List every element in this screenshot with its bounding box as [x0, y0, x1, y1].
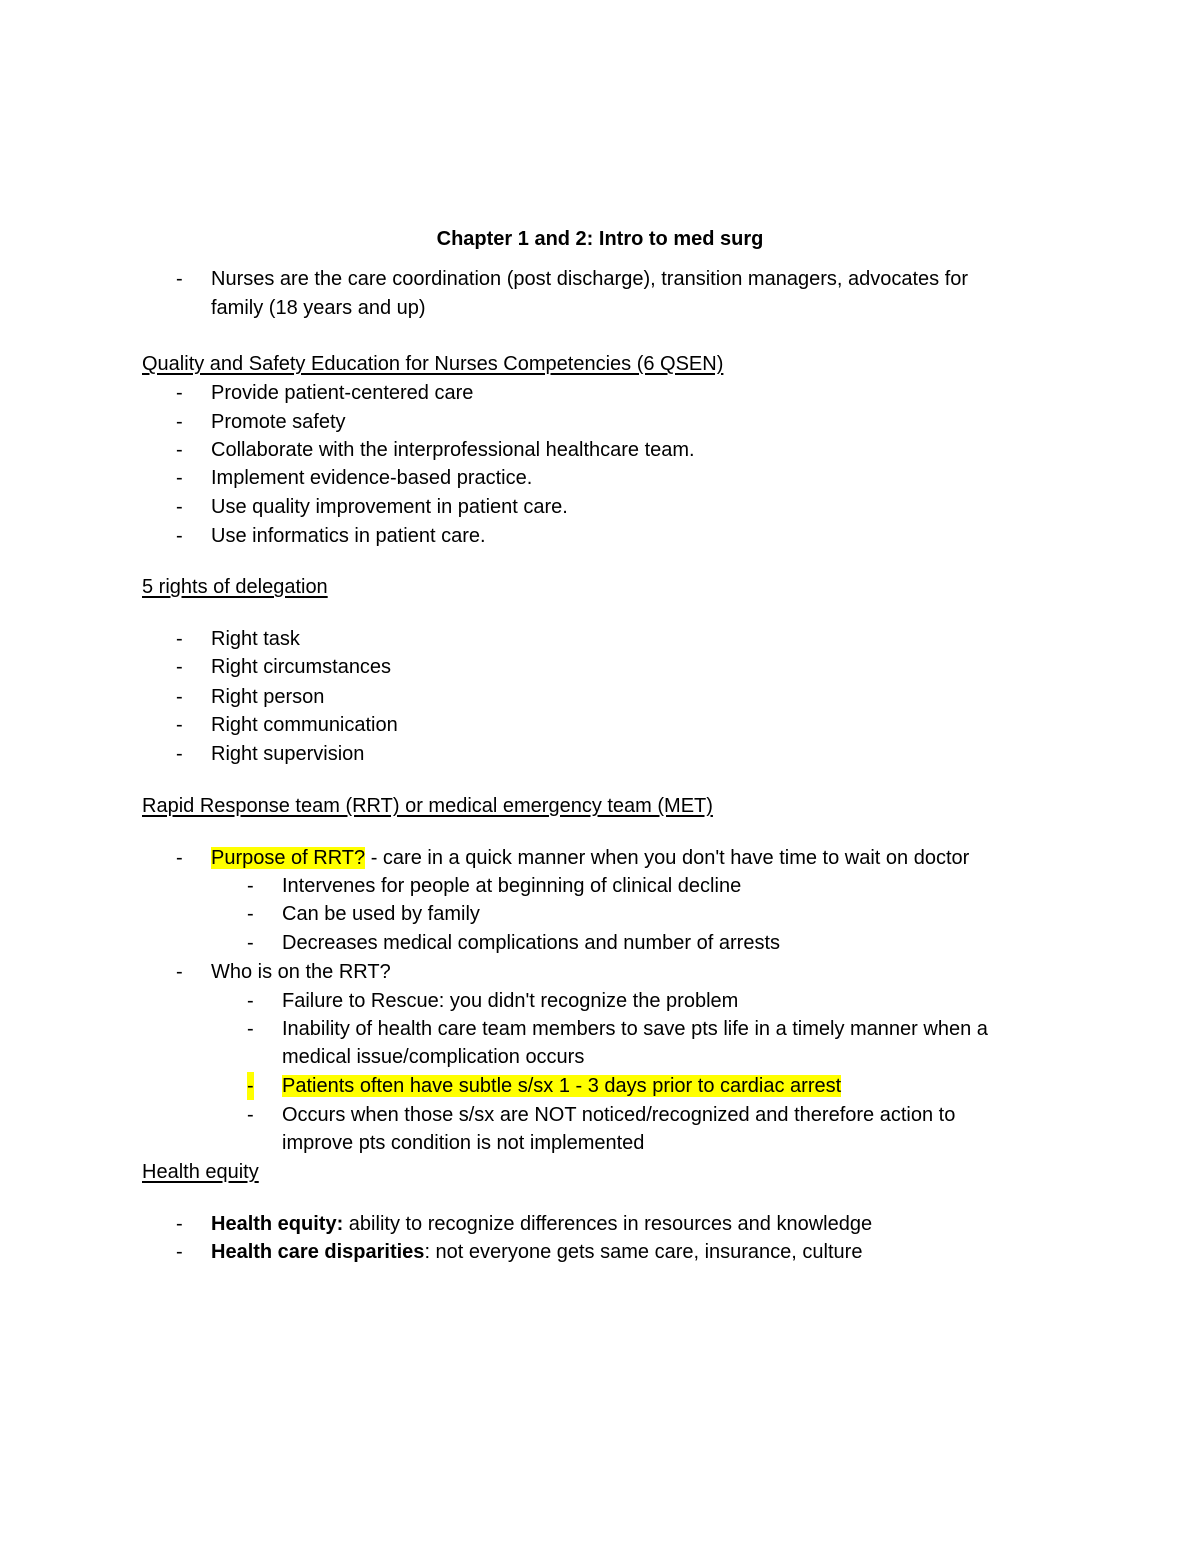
qsen-item: Implement evidence-based practice.	[211, 467, 533, 489]
qsen-item: Promote safety	[211, 411, 346, 433]
rrt-who-sub-item-cont: improve pts condition is not implemented	[282, 1132, 645, 1154]
rrt-purpose-sub-item: Can be used by family	[282, 903, 480, 925]
delegation-item: Right communication	[211, 714, 398, 736]
rrt-purpose-label: Purpose of RRT?	[211, 847, 366, 869]
rrt-who-sub-item: Occurs when those s/sx are NOT noticed/recognized and therefore action to	[282, 1104, 956, 1126]
rrt-who-sub-item-cont: medical issue/complication occurs	[282, 1046, 585, 1068]
equity-desc: : not everyone gets same care, insurance, culture	[424, 1241, 863, 1263]
equity-term: Health equity:	[211, 1213, 344, 1235]
dash-bullet: -	[176, 656, 183, 678]
dash-bullet: -	[176, 525, 183, 547]
rrt-who-sub-item: Inability of health care team members to save pts life in a timely manner when a	[282, 1018, 988, 1040]
dash-bullet: -	[176, 743, 183, 765]
dash-bullet: -	[176, 411, 183, 433]
rrt-purpose-sub-item: Intervenes for people at beginning of clinical decline	[282, 875, 742, 897]
dash-bullet: -	[247, 1104, 254, 1126]
qsen-item: Collaborate with the interprofessional healthcare team.	[211, 439, 695, 461]
qsen-item: Provide patient-centered care	[211, 382, 474, 404]
qsen-item: Use informatics in patient care.	[211, 525, 486, 547]
dash-bullet: -	[247, 990, 254, 1012]
dash-bullet: -	[247, 875, 254, 897]
equity-heading: Health equity	[142, 1161, 259, 1183]
intro-line-1: Nurses are the care coordination (post discharge), transition managers, advocates for	[211, 268, 969, 290]
highlighted-text: Patients often have subtle s/sx 1 - 3 days prior to cardiac arrest	[282, 1075, 842, 1097]
delegation-heading: 5 rights of delegation	[142, 576, 328, 598]
dash-bullet: -	[176, 961, 183, 983]
dash-bullet: -	[176, 1241, 183, 1263]
delegation-item: Right task	[211, 628, 300, 650]
dash-bullet: -	[247, 932, 254, 954]
dash-bullet: -	[176, 268, 183, 290]
dash-bullet: -	[176, 439, 183, 461]
rrt-purpose	[211, 844, 969, 872]
equity-term: Health care disparities	[211, 1241, 425, 1263]
dash-bullet: -	[176, 1213, 183, 1235]
delegation-item: Right person	[211, 686, 325, 708]
rrt-who-sub-item-highlighted	[282, 1072, 841, 1100]
rrt-purpose-sub-item: Decreases medical complications and number of arrests	[282, 932, 780, 954]
equity-item	[211, 1238, 862, 1266]
qsen-item: Use quality improvement in patient care.	[211, 496, 568, 518]
rrt-who-sub-item: Failure to Rescue: you didn't recognize the problem	[282, 990, 739, 1012]
rrt-heading: Rapid Response team (RRT) or medical emergency team (MET)	[142, 795, 713, 817]
dash-bullet: -	[176, 847, 183, 869]
document-title: Chapter 1 and 2: Intro to med surg	[436, 228, 764, 250]
dash-bullet: -	[176, 714, 183, 736]
equity-desc: ability to recognize differences in resources and knowledge	[343, 1213, 873, 1235]
intro-line-2: family (18 years and up)	[211, 297, 426, 319]
dash-bullet-highlighted: -	[247, 1072, 254, 1100]
dash-bullet: -	[176, 467, 183, 489]
dash-bullet: -	[247, 1018, 254, 1040]
dash-bullet: -	[176, 686, 183, 708]
qsen-heading: Quality and Safety Education for Nurses Competencies (6 QSEN)	[142, 353, 724, 375]
dash-bullet: -	[176, 496, 183, 518]
delegation-item: Right supervision	[211, 743, 365, 765]
equity-item	[211, 1210, 872, 1238]
dash-bullet: -	[247, 903, 254, 925]
dash-bullet: -	[176, 628, 183, 650]
rrt-who-label: Who is on the RRT?	[211, 961, 391, 983]
delegation-item: Right circumstances	[211, 656, 392, 678]
rrt-purpose-text: - care in a quick manner when you don't have time to wait on doctor	[365, 847, 970, 869]
dash-bullet: -	[176, 382, 183, 404]
